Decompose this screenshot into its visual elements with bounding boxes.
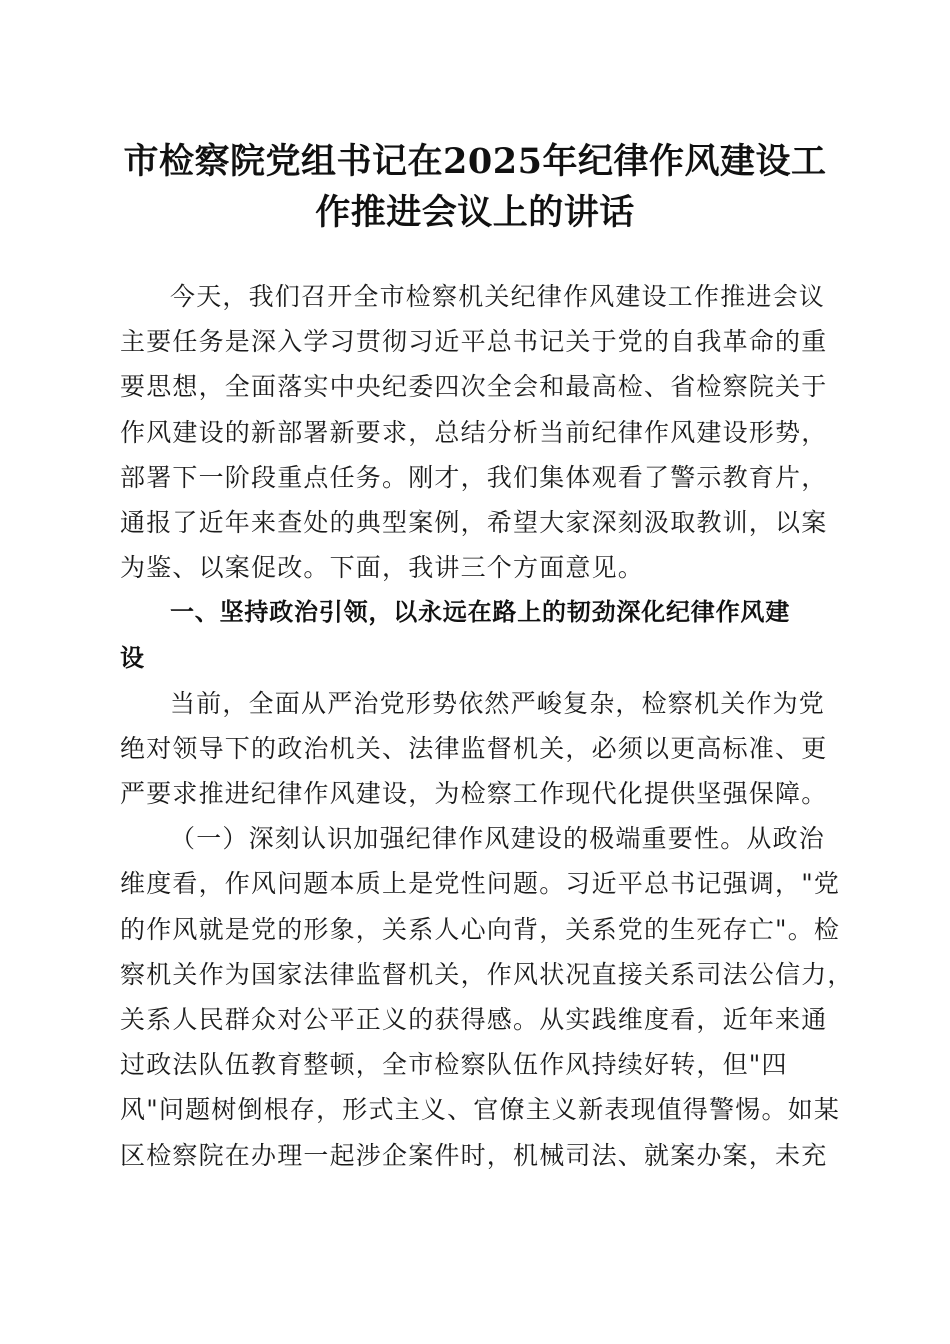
paragraph-line: 主要任务是深入学习贯彻习近平总书记关于党的自我革命的重 bbox=[120, 327, 828, 357]
paragraph-line: 察机关作为国家法律监督机关，作风状况直接关系司法公信力， bbox=[120, 959, 854, 989]
paragraph-line: 部署下一阶段重点任务。刚才，我们集体观看了警示教育片， bbox=[120, 462, 828, 492]
paragraph-line: 过政法队伍教育整顿，全市检察队伍作风持续好转，但"四 bbox=[120, 1050, 788, 1080]
paragraph-line: 为鉴、以案促改。下面，我讲三个方面意见。 bbox=[120, 553, 645, 583]
heading-line: 一、坚持政治引领，以永远在路上的韧劲深化纪律作风建 bbox=[170, 598, 790, 627]
paragraph-context bbox=[120, 681, 830, 817]
paragraph-line: 当前，全面从严治党形势依然严峻复杂，检察机关作为党 bbox=[170, 688, 826, 718]
paragraph-line: 要思想，全面落实中央纪委四次全会和最高检、省检察院关于 bbox=[120, 372, 828, 402]
paragraph-subsection-1 bbox=[120, 816, 854, 1178]
paragraph-line: 今天，我们召开全市检察机关纪律作风建设工作推进会议 bbox=[170, 282, 826, 311]
paragraph-intro bbox=[120, 274, 830, 590]
paragraph-line: 绝对领导下的政治机关、法律监督机关，必须以更高标准、更 bbox=[120, 733, 828, 763]
title-line: 作推进会议上的讲话 bbox=[315, 192, 635, 233]
document-body bbox=[120, 274, 854, 1178]
section-heading-1 bbox=[120, 590, 830, 680]
paragraph-line: 作风建设的新部署新要求，总结分析当前纪律作风建设形势， bbox=[120, 417, 828, 447]
paragraph-line: 风"问题树倒根存，形式主义、官僚主义新表现值得警惕。如某 bbox=[120, 1095, 841, 1125]
paragraph-line: 区检察院在办理一起涉企案件时，机械司法、就案办案，未充 bbox=[120, 1140, 828, 1170]
paragraph-line: （一）深刻认识加强纪律作风建设的极端重要性。从政治 bbox=[170, 824, 826, 854]
document-title bbox=[118, 136, 832, 238]
paragraph-line: 的作风就是党的形象，关系人心向背，关系党的生死存亡"。检 bbox=[120, 914, 841, 944]
title-line: 市检察院党组书记在2025年纪律作风建设工 bbox=[123, 141, 827, 182]
paragraph-line: 通报了近年来查处的典型案例，希望大家深刻汲取教训，以案 bbox=[120, 507, 828, 537]
heading-line: 设 bbox=[120, 643, 145, 672]
paragraph-line: 维度看，作风问题本质上是党性问题。习近平总书记强调，"党 bbox=[120, 869, 841, 899]
paragraph-line: 关系人民群众对公平正义的获得感。从实践维度看，近年来通 bbox=[120, 1005, 828, 1034]
paragraph-line: 严要求推进纪律作风建设，为检察工作现代化提供坚强保障。 bbox=[120, 779, 828, 809]
